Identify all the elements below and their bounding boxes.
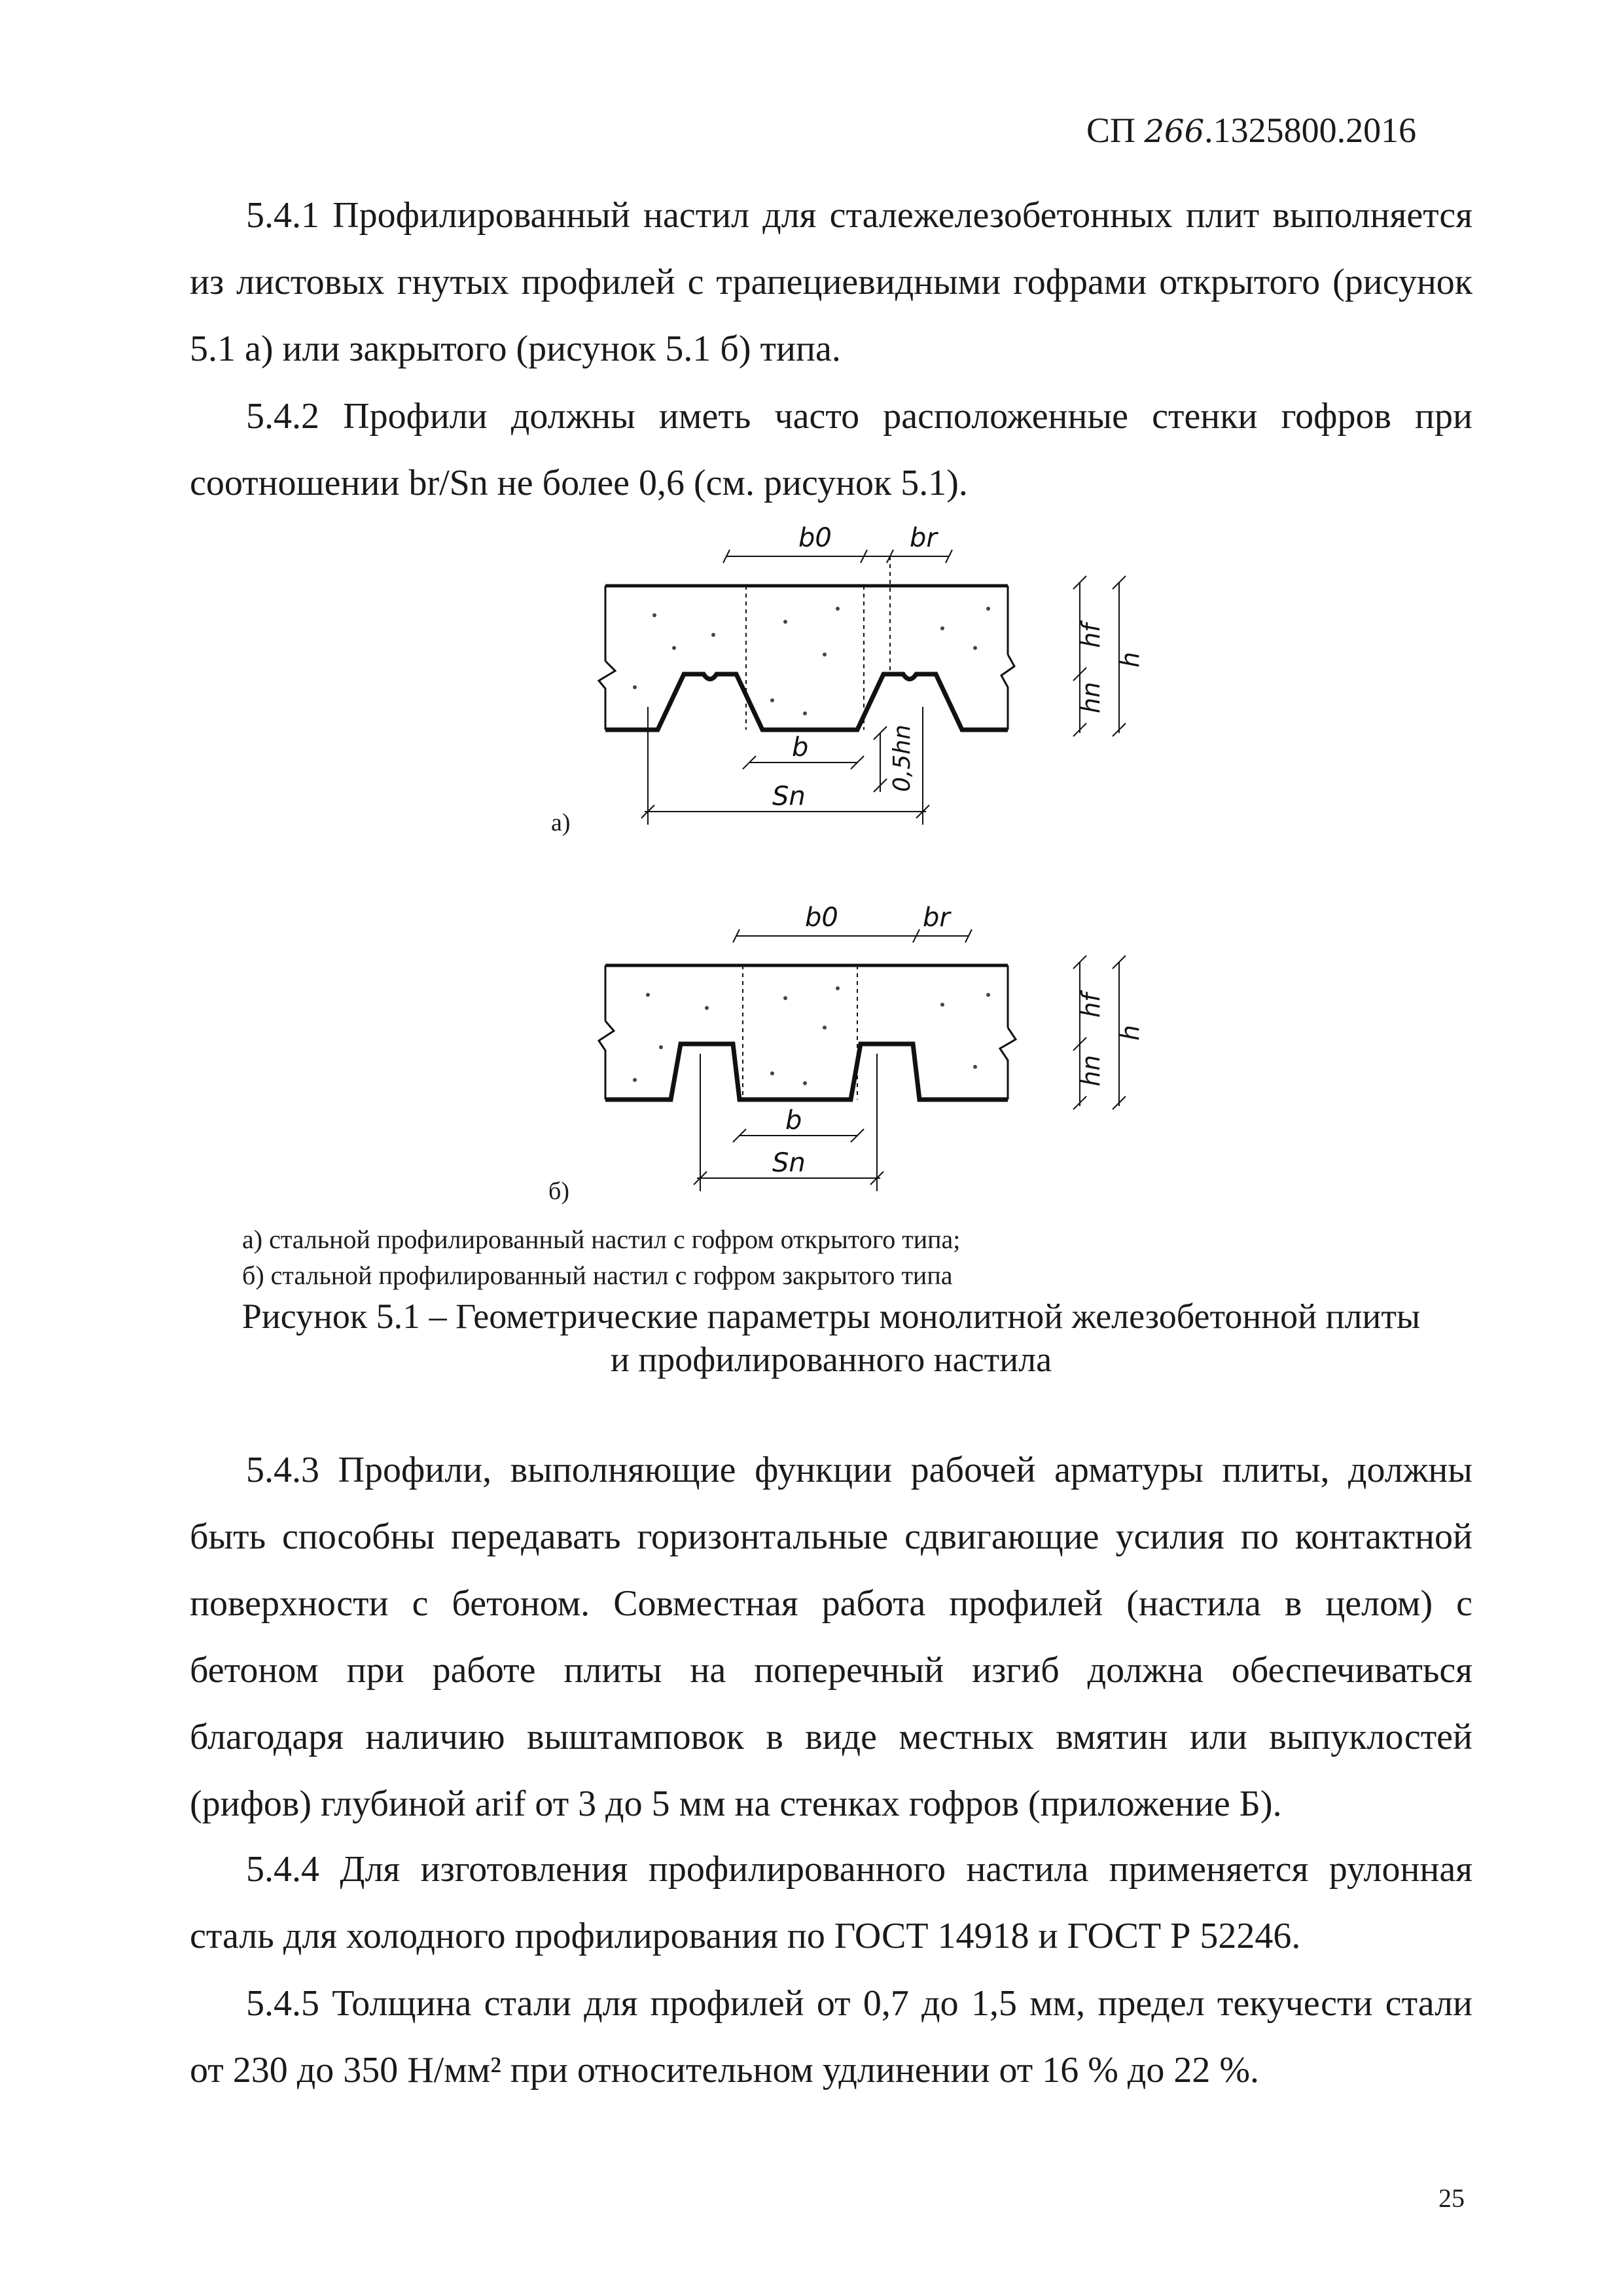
label-br: br <box>910 523 937 553</box>
page-number: 25 <box>1438 2183 1465 2213</box>
label-half-hn: 0,5hn <box>889 725 916 792</box>
paragraph-5-4-3: 5.4.3 Профили, выполняющие функции рабочей арматуры плиты, должны быть способны передавать горизонтальные сдвигающие усилия по контактной поверхности с бетоном. Совместная работа профилей (настила в целом) с бетоном при работе плиты на поперечный изгиб должна обеспечиваться благодаря наличию выштамповок в виде местных вмятин или выпуклостей (рифов) глубиной arif от 3 до 5 мм на стенках гофров (приложение Б). <box>190 1450 1472 1824</box>
figure-b-closed-profile <box>576 897 1165 1211</box>
label-hf-b: hf <box>1077 993 1105 1018</box>
figure-a-open-profile <box>576 517 1165 844</box>
doc-prefix: СП <box>1086 111 1136 150</box>
label-sn-b: Sn <box>772 1148 806 1178</box>
handwritten-number: 266 <box>1144 113 1205 150</box>
subfigure-a-label: а) <box>551 809 571 836</box>
paragraph-5-4-5: 5.4.5 Толщина стали для профилей от 0,7 до 1,5 мм, предел текучести стали от 230 до 350 Н/мм² при относительном удлинении от 16 % до 22 %. <box>190 1983 1472 2090</box>
paragraph-5-4-4: 5.4.4 Для изготовления профилированного настила применяется рулонная сталь для холодного профилирования по ГОСТ 14918 и ГОСТ Р 52246. <box>190 1849 1472 1956</box>
label-hf: hf <box>1077 623 1105 648</box>
label-br-b: br <box>923 903 950 933</box>
label-h: h <box>1116 651 1145 668</box>
label-b0-b: b0 <box>805 903 838 933</box>
label-b: b <box>792 732 809 762</box>
label-b0: b0 <box>798 523 832 553</box>
paragraph-5-4-1: 5.4.1 Профилированный настил для сталежелезобетонных плит выполняется из листовых гнутых профилей с трапециевидными гофрами открытого (рисунок 5.1 а) или закрытого (рисунок 5.1 б) типа. <box>190 195 1472 369</box>
legend-item-a: а) стальной профилированный настил с гофром открытого типа; <box>242 1225 961 1254</box>
figure-caption-line2: и профилированного настила <box>610 1340 1052 1379</box>
label-sn: Sn <box>772 781 806 812</box>
figure-caption-line1: Рисунок 5.1 – Геометрические параметры монолитной железобетонной плиты <box>241 1297 1421 1336</box>
doc-suffix: .1325800.2016 <box>1204 111 1417 150</box>
legend-item-b: б) стальной профилированный настил с гофром закрытого типа <box>242 1261 953 1290</box>
paragraph-5-4-2: 5.4.2 Профили должны иметь часто расположенные стенки гофров при соотношении br/Sn не более 0,6 (см. рисунок 5.1). <box>190 396 1472 503</box>
label-b-b: b <box>785 1105 802 1136</box>
label-hn: hn <box>1077 681 1105 713</box>
document-code <box>1086 110 1416 151</box>
subfigure-b-label: б) <box>548 1177 569 1205</box>
label-hn-b: hn <box>1077 1054 1105 1086</box>
label-h-b: h <box>1116 1024 1145 1041</box>
